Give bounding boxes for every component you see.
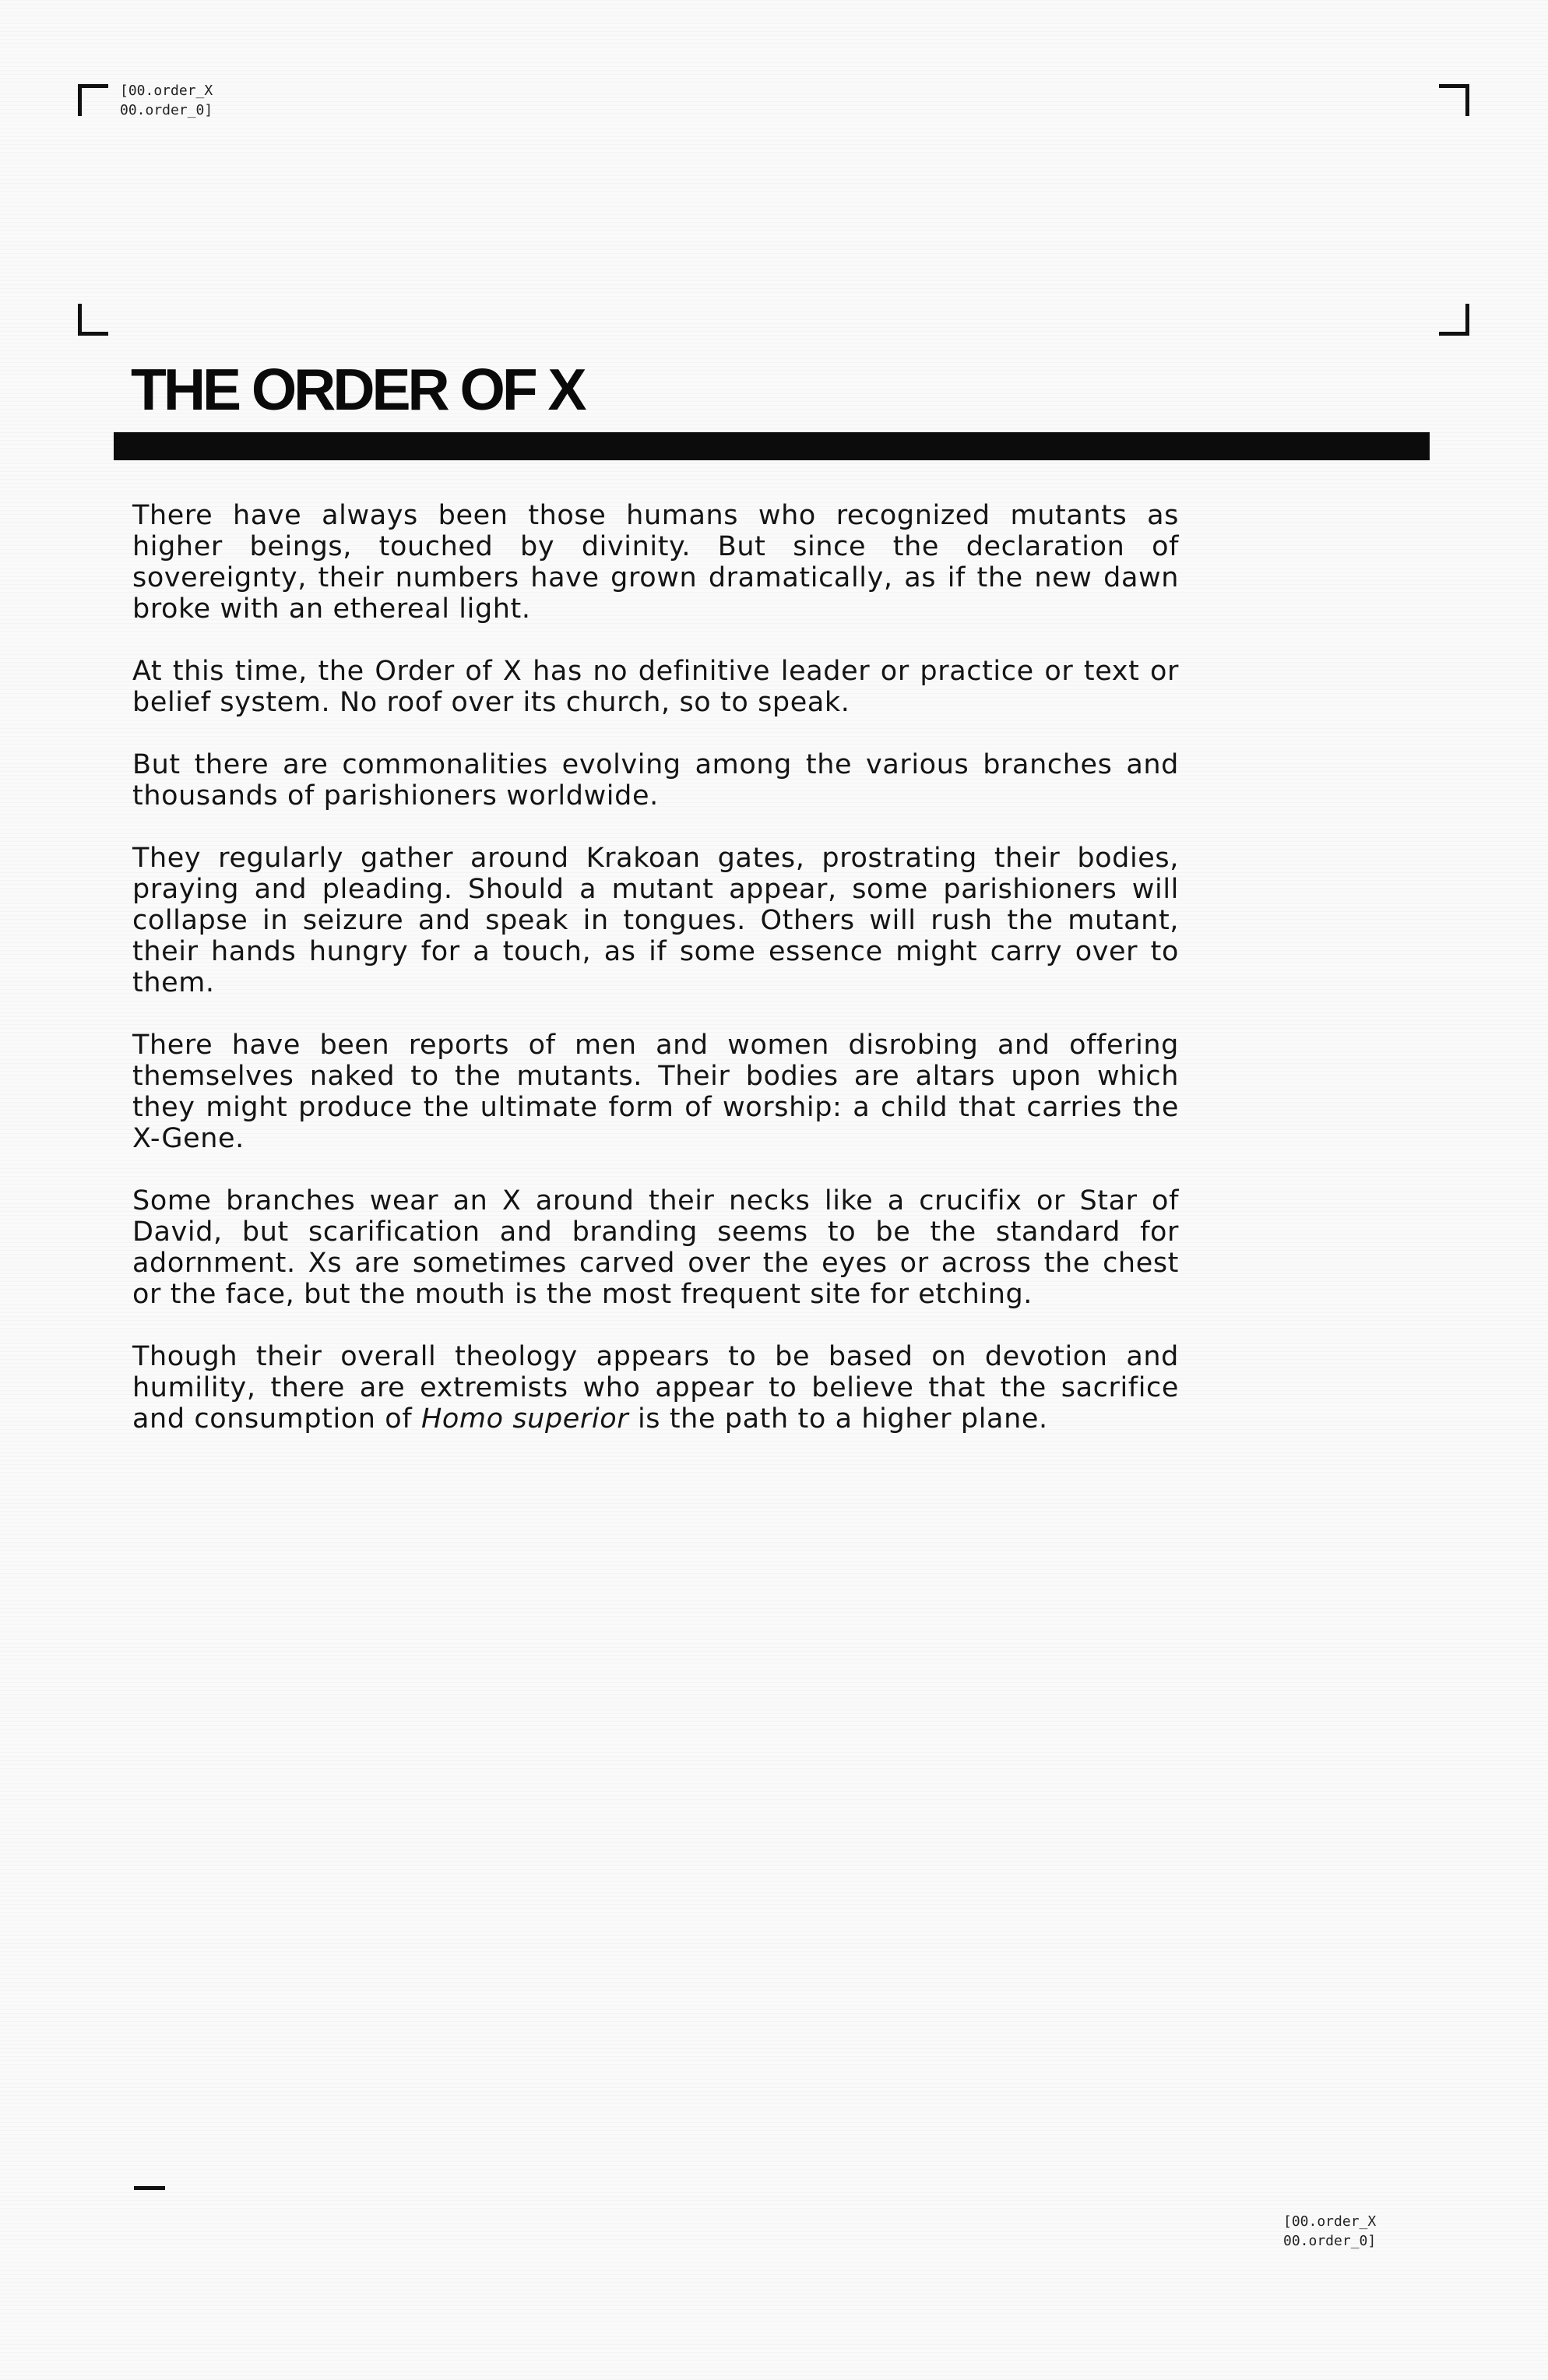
footer-code-line-1: [00.order_X (1283, 2213, 1377, 2230)
page-title: THE ORDER OF X (131, 357, 584, 422)
paragraph-7-italic: Homo superior (420, 1403, 629, 1435)
header-code (120, 81, 213, 120)
paragraph-5: There have been reports of men and women disrobing and offering themselves naked to the mutants. Their bodies are altars upon which they might produce the ultimate form of worship: a child that carries the X-Gene. (132, 1030, 1179, 1154)
paragraph-4: They regularly gather around Krakoan gates, prostrating their bodies, praying and pleading. Should a mutant appear, some parishioners will collapse in seizure and speak in tongues. Others will rush the mutant, their hands hungry for a touch, as if some essence might carry over to them. (132, 843, 1179, 998)
paragraph-7-text-after: is the path to a higher plane. (628, 1403, 1048, 1435)
paragraph-7 (132, 1341, 1179, 1435)
title-underline-bar (114, 432, 1430, 460)
header-code-line-1: [00.order_X (120, 83, 213, 99)
header-code-line-2: 00.order_0] (120, 102, 213, 118)
footer-code (1283, 2212, 1376, 2251)
corner-bracket-bottom-right (1439, 304, 1469, 336)
paragraph-7-text-before: Though their overall theology appears to be based on devotion and humility, there are extremists who appear to believe that the sacrifice and consumption of (132, 1341, 1179, 1435)
corner-bracket-top-left (78, 84, 108, 116)
paragraph-2: At this time, the Order of X has no definitive leader or practice or text or belief system. No roof over its church, so to speak. (132, 656, 1179, 718)
paragraph-3: But there are commonalities evolving among the various branches and thousands of parishioners worldwide. (132, 749, 1179, 812)
corner-bracket-bottom-left (78, 304, 108, 336)
footer-code-line-2: 00.order_0] (1283, 2233, 1377, 2249)
corner-bracket-top-right (1439, 84, 1469, 116)
article-body (132, 500, 1179, 1435)
paragraph-1: There have always been those humans who recognized mutants as higher beings, touched by divinity. But since the declaration of sovereignty, their numbers have grown dramatically, as if the new dawn broke with an ethereal light. (132, 500, 1179, 625)
paragraph-6: Some branches wear an X around their necks like a crucifix or Star of David, but scarification and branding seems to be the standard for adornment. Xs are sometimes carved over the eyes or across the chest or the face, but the mouth is the most frequent site for etching. (132, 1185, 1179, 1310)
page-dash-mark (134, 2186, 165, 2190)
